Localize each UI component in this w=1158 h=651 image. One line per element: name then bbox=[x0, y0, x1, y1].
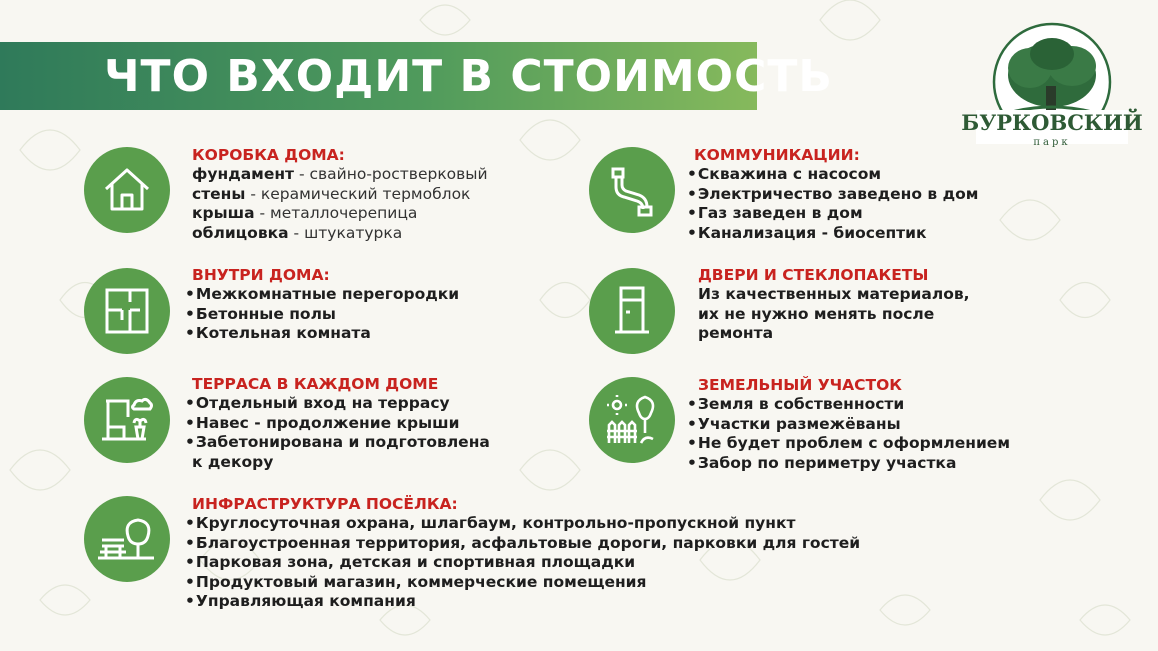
list-item: • Забор по периметру участка bbox=[687, 454, 1010, 474]
list-item: • Парковая зона, детская и спортивная площадки bbox=[185, 553, 860, 573]
doors-line: ремонта bbox=[698, 324, 774, 342]
doors-line: их не нужно менять после bbox=[698, 304, 935, 323]
park-bench-icon bbox=[84, 496, 170, 582]
section-land bbox=[694, 376, 1010, 473]
section-doors bbox=[698, 266, 970, 344]
box-line: стены - керамический термоблок bbox=[192, 184, 471, 203]
list-item: • Котельная комната bbox=[185, 324, 459, 344]
list-item: • Отдельный вход на террасу bbox=[185, 394, 490, 414]
section-infra-title: ИНФРАСТРУКТУРА ПОСЁЛКА: bbox=[192, 495, 458, 513]
section-box-title: КОРОБКА ДОМА: bbox=[192, 146, 345, 164]
list-item: • Круглосуточная охрана, шлагбаум, контрольно-пропускной пункт bbox=[185, 514, 860, 534]
list-item: • Участки размежёваны bbox=[687, 415, 1010, 435]
list-item: • Газ заведен в дом bbox=[687, 204, 978, 224]
section-utilities bbox=[694, 146, 978, 243]
terrace-icon bbox=[84, 377, 170, 463]
title-banner bbox=[0, 42, 833, 110]
list-item: • Бетонные полы bbox=[185, 305, 459, 325]
list-item: • Благоустроенная территория, асфальтовые дороги, парковки для гостей bbox=[185, 534, 860, 554]
section-infra bbox=[192, 495, 860, 612]
list-item: • Навес - продолжение крыши bbox=[185, 414, 490, 434]
box-line: облицовка - штукатурка bbox=[192, 223, 403, 242]
logo-name: БУРКОВСКИЙ bbox=[961, 110, 1143, 135]
list-item: • Продуктовый магазин, коммерческие помещения bbox=[185, 573, 860, 593]
list-item: • Не будет проблем с оформлением bbox=[687, 434, 1010, 454]
floor-plan-icon bbox=[84, 268, 170, 354]
land-plot-icon bbox=[589, 377, 675, 463]
list-item: • Земля в собственности bbox=[687, 395, 1010, 415]
logo-subtitle: парк bbox=[1033, 137, 1071, 148]
section-inside-title: ВНУТРИ ДОМА: bbox=[192, 266, 330, 284]
box-line: фундамент - свайно-ростверковый bbox=[192, 165, 488, 183]
list-item-continuation: к декору bbox=[192, 452, 274, 471]
section-box bbox=[192, 146, 488, 243]
list-item: • Электричество заведено в дом bbox=[687, 185, 978, 205]
section-doors-title: ДВЕРИ И СТЕКЛОПАКЕТЫ bbox=[698, 266, 929, 284]
door-icon bbox=[589, 268, 675, 354]
list-item: • Межкомнатные перегородки bbox=[185, 285, 459, 305]
section-utilities-title: КОММУНИКАЦИИ: bbox=[694, 146, 860, 164]
list-item: • Скважина с насосом bbox=[687, 165, 978, 185]
section-land-title: ЗЕМЕЛЬНЫЙ УЧАСТОК bbox=[698, 376, 902, 394]
doors-line: Из качественных материалов, bbox=[698, 285, 970, 303]
section-inside bbox=[192, 266, 459, 344]
section-terrace-title: ТЕРРАСА В КАЖДОМ ДОМЕ bbox=[192, 375, 439, 393]
page-title: ЧТО ВХОДИТ В СТОИМОСТЬ bbox=[104, 51, 833, 102]
list-item: • Забетонирована и подготовлена bbox=[185, 433, 490, 453]
logo bbox=[961, 20, 1143, 160]
list-item: • Канализация - биосептик bbox=[687, 224, 978, 244]
house-icon bbox=[84, 147, 170, 233]
list-item: • Управляющая компания bbox=[185, 592, 860, 612]
pipe-icon bbox=[589, 147, 675, 233]
section-terrace bbox=[192, 375, 490, 472]
box-line: крыша - металлочерепица bbox=[192, 204, 418, 222]
